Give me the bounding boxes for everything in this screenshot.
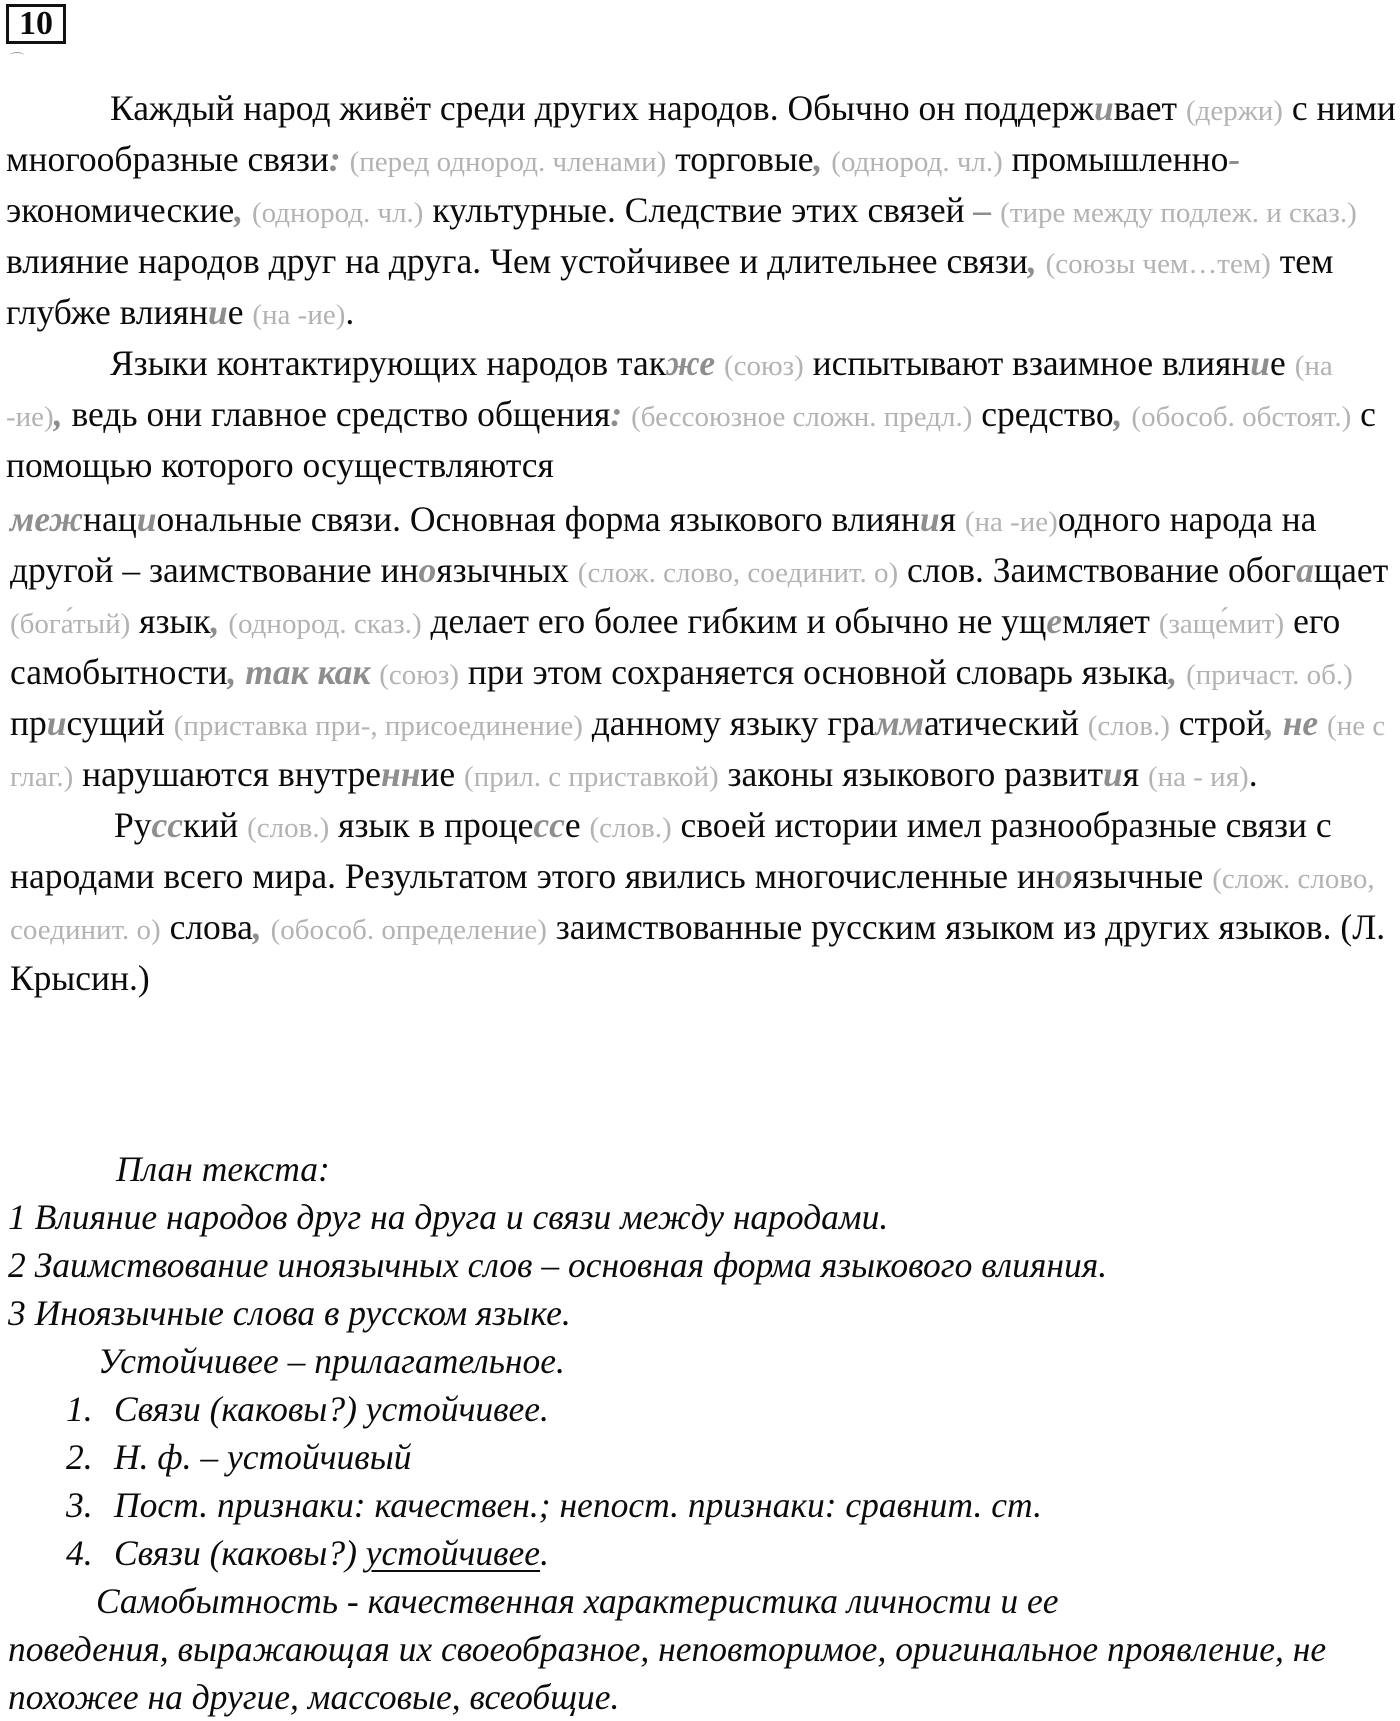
plan-item: 1 Влияние народов друг на друга и связи между народами. (8, 1197, 889, 1237)
paragraph-4: Русский (слов.) язык в процессе (слов.) своей истории имел разнообразные связи с народами всего мира. Результатом этого явились многочисленные иноязычные (слож. слово, соединит. о) слова, (обособ. определение) заимствованные русским языком из других языков. (Л. Крысин.) (10, 805, 1386, 998)
paragraph-2: Языки контактирующих народов также (союз) испытывают взаимное влияние (на -ие), ведь они главное средство общения: (бессоюзное сложн. предл.) средство, (обособ. обстоят.) с помощью которого осуществляются (6, 343, 1376, 485)
grammar-comment: (тире между подлеж. и сказ.) (1000, 197, 1357, 229)
plan-item: 2 Заимствование иноязычных слов – основная форма языкового влияния. (8, 1245, 1108, 1285)
analysis-step: 2. Н. ф. – устойчивый (66, 1437, 412, 1477)
grammar-comment: (однород. чл.) (831, 146, 1003, 178)
grammar-comment: (приставка при-, присоединение) (173, 710, 583, 742)
grammar-comment: (перед однород. членами) (349, 146, 667, 178)
grammar-comment: (не с глаг.) (10, 710, 1386, 793)
underlined-word: устойчивее (365, 1533, 541, 1573)
grammar-comment: (слож. слово, соединит. о) (10, 863, 1375, 946)
paragraph-3: межнациональные связи. Основная форма языкового влияния (на -ие)одного народа на другой – заимствование иноязычных (слож. слово, соединит. о) слов. Заимствование обогащает (бога́тый) язык, (однород. сказ.) делает его более гибким и обычно не ущемляет (заще́мит) его самобытности, так как (союз) при этом сохраняется основной словарь языка, (причаст. об.) присущий (приставка при-, присоединение) данному языку грамматический (слов.) строй, не (не с глаг.) нарушаются внутренние (прил. с приставкой) законы языкового развития (на - ия). (10, 499, 1389, 794)
paragraph-1: Каждый народ живёт среди других народов. Обычно он поддерживает (держи) с ними многообразные связи: (перед однород. членами) торговые, (однород. чл.) промышленно-экономические, (однород. чл.) культурные. Следствие этих связей – (тире между подлеж. и сказ.) влияние народов друг на друга. Чем устойчивее и длительнее связи, (союзы чем…тем) тем глубже влияние (на -ие). (6, 88, 1396, 332)
grammar-comment: (бессоюзное сложн. предл.) (631, 401, 973, 433)
grammar-comment: (на -ие) (252, 299, 346, 331)
grammar-comment: (слов.) (589, 812, 672, 844)
grammar-comment: (заще́мит) (1158, 608, 1285, 640)
grammar-comment: (однород. чл.) (251, 197, 424, 229)
grammar-comment: (на - ия) (1147, 761, 1249, 793)
grammar-comment: (слож. слово, соединит. о) (577, 557, 899, 589)
grammar-comment: (союз) (379, 659, 460, 691)
grammar-comment: (союзы чем…тем) (1045, 248, 1271, 280)
grammar-comment: (слов.) (1087, 710, 1170, 742)
exercise-text (6, 84, 1396, 1002)
exercise-number: 10 (6, 4, 66, 44)
plan-title: План текста: (116, 1149, 330, 1189)
grammar-comment: (однород. сказ.) (228, 608, 422, 640)
grammar-comment: (бога́тый) (10, 608, 131, 640)
grammar-comment: (слов.) (247, 812, 330, 844)
grammar-comment: (союз) (723, 350, 804, 382)
decorative-mark (10, 52, 24, 59)
grammar-comment: (на -ие) (6, 350, 1333, 433)
grammar-comment: (держи) (1185, 95, 1283, 127)
analysis-heading: Устойчивее – прилагательное. (98, 1341, 565, 1381)
text-plan-section (8, 1145, 1398, 1721)
grammar-comment: (обособ. обстоят.) (1131, 401, 1352, 433)
grammar-comment: (причаст. об.) (1186, 659, 1353, 691)
definition-line: Самобытность - качественная характеристика личности и ее (96, 1581, 1059, 1621)
grammar-comment: (обособ. определение) (270, 914, 547, 946)
analysis-step: 1. Связи (каковы?) устойчивее. (66, 1389, 549, 1429)
plan-item: 3 Иноязычные слова в русском языке. (8, 1293, 571, 1333)
grammar-comment: (на -ие) (964, 506, 1058, 538)
grammar-comment: (прил. с приставкой) (464, 761, 719, 793)
analysis-step: 4. Связи (каковы?) устойчивее. (66, 1533, 549, 1573)
analysis-step: 3. Пост. признаки: качествен.; непост. признаки: сравнит. ст. (66, 1485, 1042, 1525)
definition-line: поведения, выражающая их своеобразное, неповторимое, оригинальное проявление, не похожее на другие, массовые, всеобщие. (8, 1629, 1327, 1717)
